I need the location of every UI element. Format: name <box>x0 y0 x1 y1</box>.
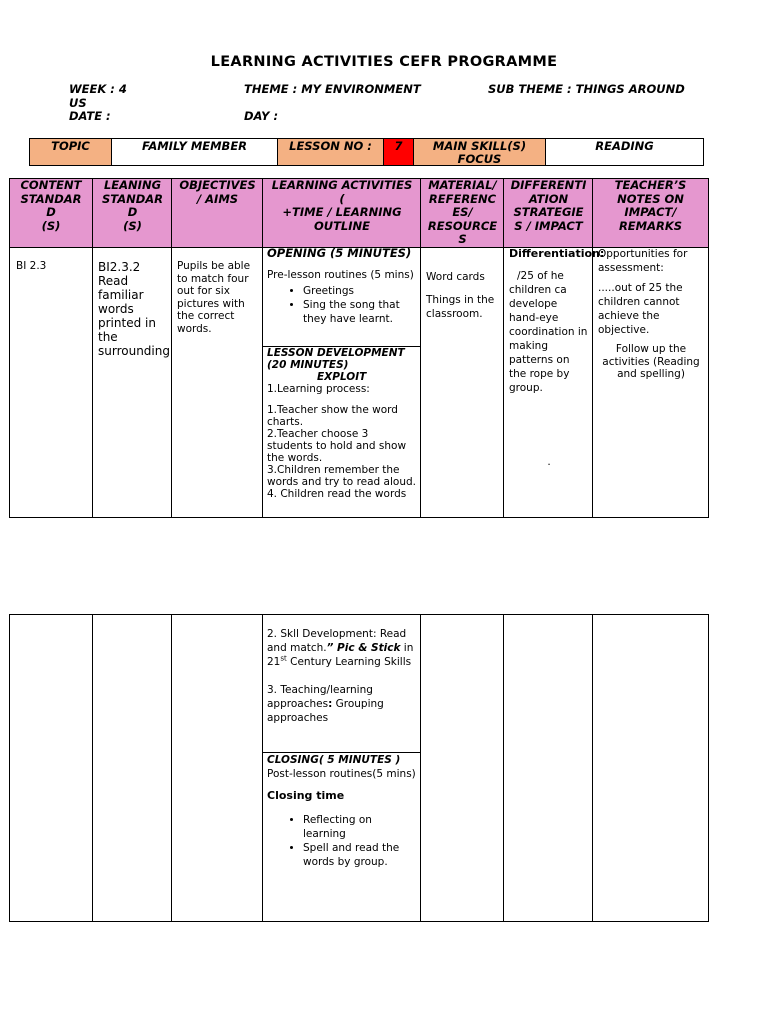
lesson-table-page2 <box>9 614 709 922</box>
notes-achievement: .....out of 25 the children cannot achieve the objective. <box>598 282 683 336</box>
header-teacher-notes: TEACHER’S NOTES ON IMPACT/ REMARKS <box>614 178 687 233</box>
development-line: 2.Teacher choose 3 students to hold and show the words. <box>267 428 407 464</box>
notes-assessment: Opportunities for assessment: <box>598 248 688 274</box>
lesson-table-page1 <box>9 178 709 518</box>
header-differentiation: DIFFERENTI ATION STRATEGIE S / IMPACT <box>510 178 587 233</box>
table-header-row <box>10 179 708 248</box>
header-material: MATERIAL/ REFERENC ES/ RESOURCE S <box>427 178 498 246</box>
list-item: • Greetings <box>303 284 417 298</box>
list-item: • Spell and read the words by group. <box>303 841 417 869</box>
material-things: Things in the classroom. <box>426 294 495 320</box>
header-learning-activities: LEARNING ACTIVITIES ( +TIME / LEARNING OUTLINE <box>271 178 413 233</box>
week-label: WEEK : 4 <box>69 82 127 96</box>
header-content-standard: CONTENT STANDAR D (S) <box>20 178 82 233</box>
list-item: • Reflecting on learning <box>303 813 417 841</box>
teaching-approaches: 3. Teaching/learning approaches: Grouping approaches <box>267 684 384 724</box>
sub-theme-continued: US <box>69 96 87 110</box>
lesson-number: 7 <box>384 139 414 165</box>
development-line: 3.Children remember the words and try to read aloud. <box>267 464 416 488</box>
closing-cell <box>264 753 420 869</box>
skill-development-text: 2. Skll Development: Read and match.” Pic & Stick in 21st Century Learning Skills <box>267 628 414 668</box>
differentiation-cell <box>505 247 605 469</box>
opening-text: Pre-lesson routines (5 mins) <box>267 269 414 281</box>
skill-development-cell <box>264 627 420 725</box>
date-label: DATE : <box>69 109 111 123</box>
day-label: DAY : <box>244 109 279 123</box>
closing-text: Post-lesson routines(5 mins) <box>267 768 416 780</box>
opening-bullets <box>267 284 417 326</box>
differentiation-dot: . <box>547 456 551 468</box>
development-exploit: EXPLOIT <box>317 371 367 383</box>
differentiation-heading: Differentiation: <box>509 247 605 260</box>
closing-time: Closing time <box>267 789 345 802</box>
content-standard-value: BI 2.3 <box>16 260 47 272</box>
teacher-notes-cell <box>594 247 708 381</box>
topic-value: FAMILY MEMBER <box>112 139 278 165</box>
main-skill-value: READING <box>595 139 654 153</box>
notes-follow-up: Follow up the activities (Reading and spelling) <box>602 343 700 380</box>
header-objectives: OBJECTIVES / AIMS <box>179 178 256 206</box>
learning-standard-value: BI2.3.2 Read familiar words printed in the surrounding <box>98 260 170 358</box>
topic-bar <box>29 138 704 166</box>
main-skill-label: MAIN SKILL(S) FOCUS <box>414 139 546 165</box>
development-line: 1.Learning process: <box>267 383 370 395</box>
header-learning-standard: LEANING STANDAR D (S) <box>101 178 164 233</box>
activities-cell <box>264 247 420 326</box>
development-heading: LESSON DEVELOPMENT (20 MINUTES) <box>267 347 405 371</box>
closing-heading: CLOSING( 5 MINUTES ) <box>267 754 401 766</box>
topic-label: TOPIC <box>30 139 112 165</box>
differentiation-text: /25 of he children ca develope hand-eye coordination in making patterns on the rope by group. <box>509 270 588 394</box>
sub-theme-label: SUB THEME : THINGS AROUND <box>488 82 685 96</box>
material-cell <box>422 270 504 321</box>
opening-heading: OPENING (5 MINUTES) <box>267 246 412 260</box>
theme-label: THEME : MY ENVIRONMENT <box>244 82 421 96</box>
lesson-label: LESSON NO : <box>278 139 384 165</box>
development-line: 1.Teacher show the word charts. <box>267 404 398 428</box>
objectives-value: Pupils be able to match four out for six pictures with the correct words. <box>177 260 251 335</box>
closing-bullets <box>267 813 417 869</box>
page-title: LEARNING ACTIVITIES CEFR PROGRAMME <box>210 54 558 70</box>
development-cell <box>264 347 420 500</box>
list-item: • Sing the song that they have learnt. <box>303 298 417 326</box>
material-word-cards: Word cards <box>426 271 485 283</box>
development-line: 4. Children read the words <box>267 488 407 500</box>
